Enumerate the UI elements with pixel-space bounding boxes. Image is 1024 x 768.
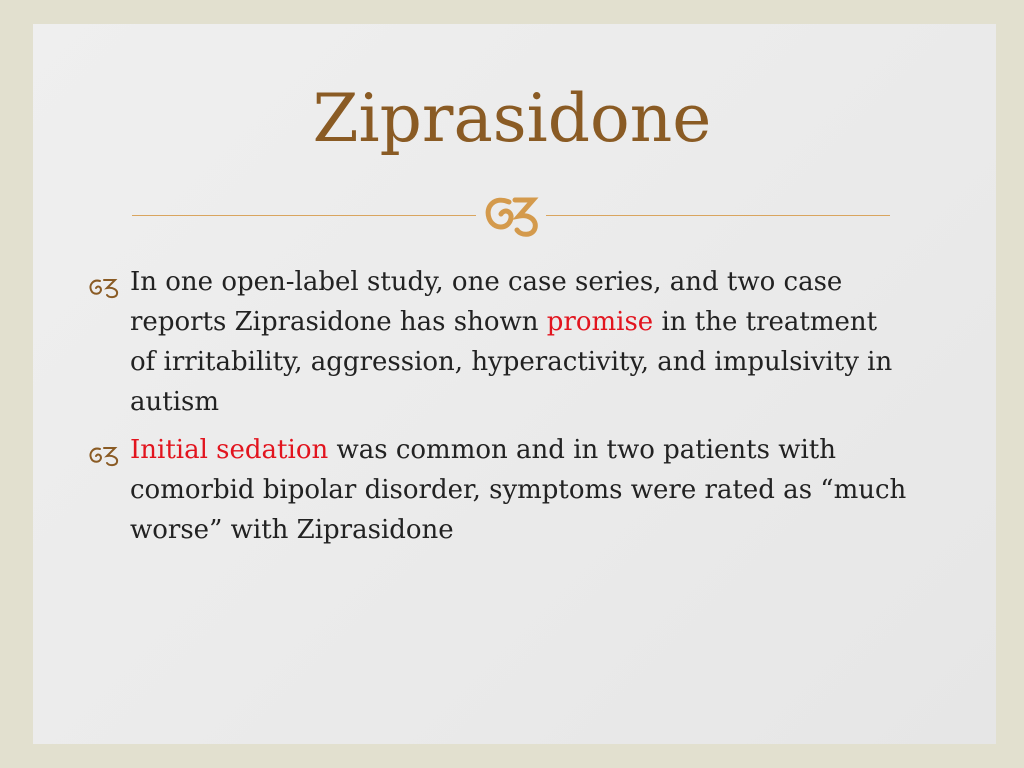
highlighted-text: Initial sedation	[130, 435, 329, 465]
curl-bullet-icon	[88, 439, 126, 461]
bullet-text-after: in the treatment of irritability, aggression, hyperactivity, and impulsivity in autism	[130, 307, 893, 417]
curl-bullet-icon	[88, 271, 126, 293]
divider-line-left	[132, 215, 476, 216]
bullet-item	[88, 262, 908, 422]
divider-line-right	[546, 215, 890, 216]
bullet-text-before: In one open-label study, one case series, and two case reports Ziprasidone has shown	[130, 267, 843, 337]
bullet-list	[88, 262, 908, 558]
bullet-text-after: was common and in two patients with comorbid bipolar disorder, symptoms were rated as “much worse” with Ziprasidone	[130, 435, 907, 545]
highlighted-text: promise	[546, 307, 654, 337]
flourish-ornament-icon	[478, 190, 548, 240]
bullet-item	[88, 430, 908, 550]
slide-title: Ziprasidone	[312, 80, 712, 157]
